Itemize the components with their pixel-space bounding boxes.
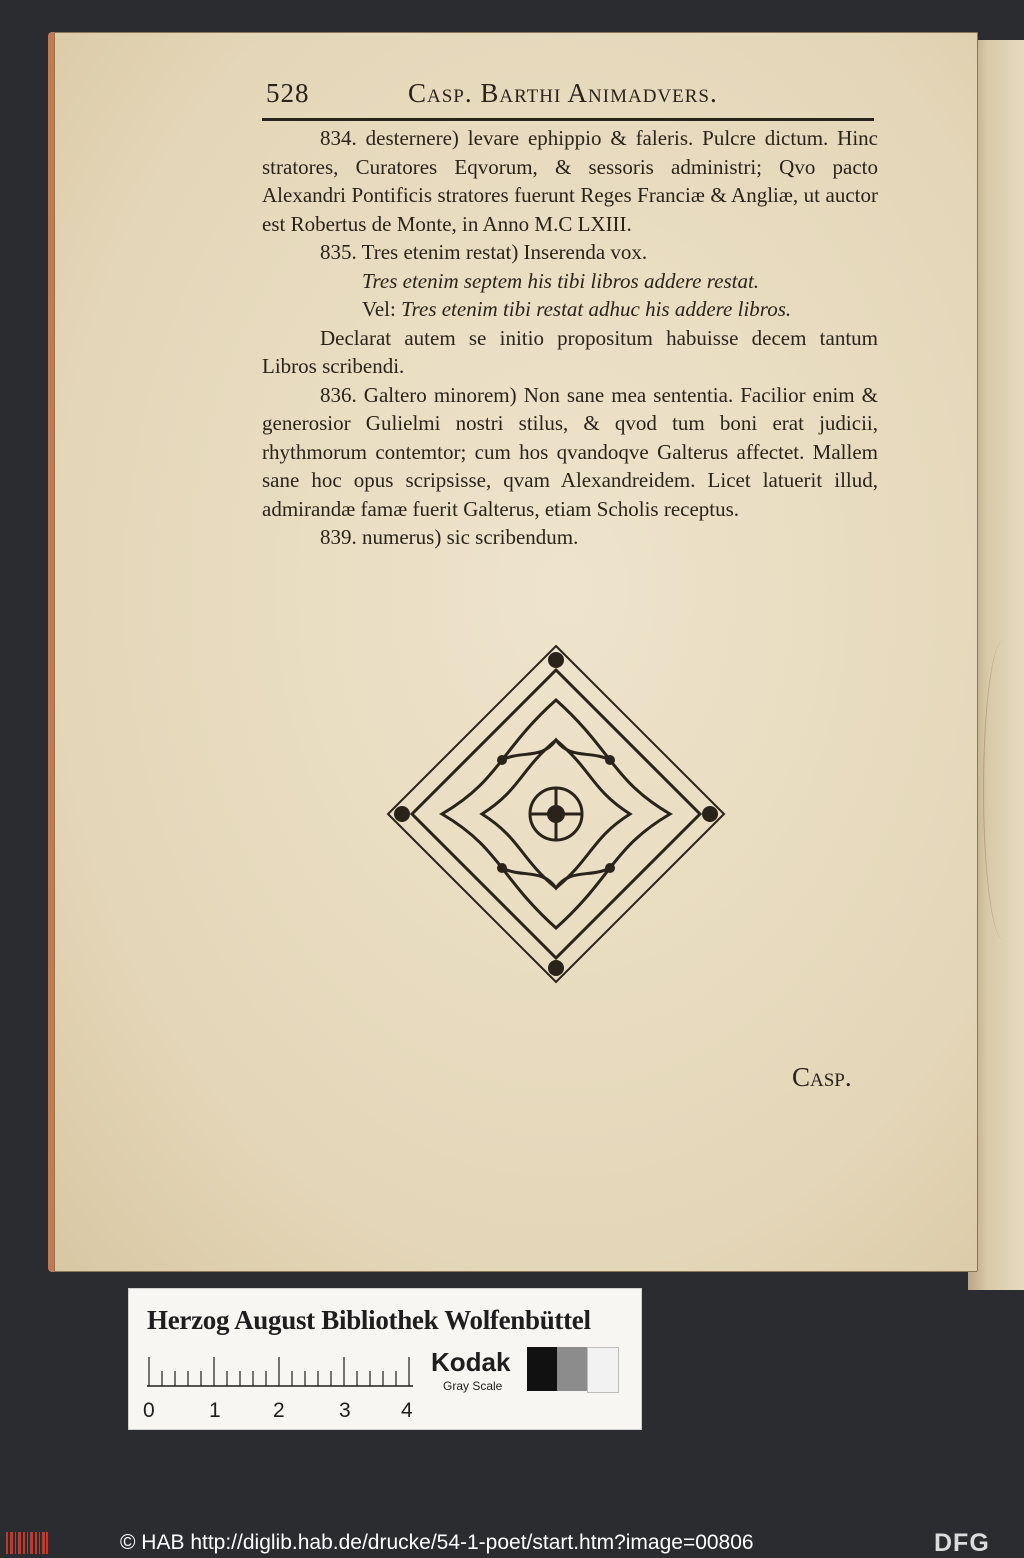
verse-line-1: Tres etenim septem his tibi libros addere restat. [362,268,760,293]
ruler-digit: 4 [401,1399,413,1422]
footer-credit-link[interactable]: © HAB http://diglib.hab.de/drucke/54-1-poet/start.htm?image=00806 [120,1531,754,1554]
vel-label: Vel: [362,297,396,321]
verse-line-2: Tres etenim tibi restat adhuc his addere libros. [401,297,792,321]
paragraph-834: 834. desternere) levare ephippio & faleris. Pulcre dictum. Hinc stratores, Curatores Eqvorum, & sessoris administri; Qvo pacto Alexandri Pontificis stratores fuerunt Reges Franciæ & Angliæ, ut auctor est Robertus de Monte, in Anno M.C LXIII. [262,126,878,236]
ruler-digit: 1 [209,1399,221,1422]
library-name: Herzog August Bibliothek Wolfenbüttel [147,1305,591,1335]
gray-scale-label: Gray Scale [443,1379,503,1393]
barcode-icon [6,1532,48,1554]
running-head [266,78,876,118]
white-swatch [587,1347,619,1393]
ruler-scale [147,1357,413,1387]
ornament-diamond-icon [382,640,730,988]
page-text [262,124,878,552]
dfg-logo: DFG [934,1529,990,1557]
black-swatch [527,1347,557,1391]
catchword: Casp. [792,1062,852,1092]
paragraph-839: 839. numerus) sic scribendum. [320,525,579,549]
header-rule [262,118,874,121]
paragraph-835: 835. Tres etenim restat) Inserenda vox. [320,240,648,264]
ruler-digit: 0 [143,1399,155,1422]
paragraph-836: 836. Galtero minorem) Non sane mea sententia. Facilior enim & generosior Gulielmi nostri stilus, & qvod tum boni erat judicii, rhythmorum contemtor; cum hos qvandoqve Galterus affectet. Mallem sane hoc opus scripsisse, qvam Alexandreidem. Licet latuerit illud, admirandæ famæ fuerit Galterus, etiam Scholis receptus. [262,382,878,521]
kodak-logo: Kodak [431,1347,511,1377]
paragraph-declarat: Declarat autem se initio propositum habuisse decem tantum Libros scribendi. [262,325,878,378]
gray-swatch [557,1347,587,1391]
kodak-gray-scale-card [128,1288,642,1430]
page-number: 528 [266,78,310,108]
ruler-digit: 2 [273,1399,285,1422]
running-title: Casp. Barthi Animadvers. [408,78,718,108]
ruler-digit: 3 [339,1399,351,1422]
